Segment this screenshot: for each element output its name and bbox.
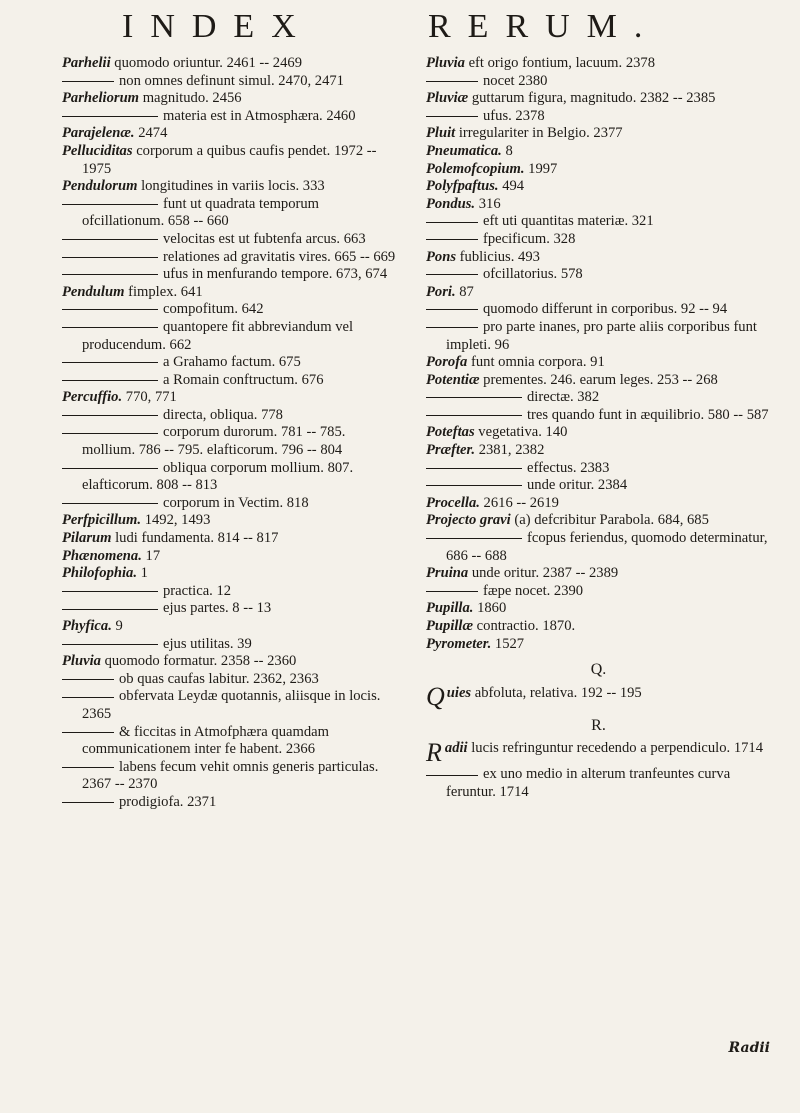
index-entry xyxy=(426,389,771,407)
index-entry xyxy=(62,354,402,372)
index-entry xyxy=(426,477,771,495)
index-entry xyxy=(426,583,771,601)
entry-text: a Grahamo factum. 675 xyxy=(163,354,301,371)
dash-rule xyxy=(426,415,522,416)
entry-text: 2381, 2382 xyxy=(475,442,545,459)
index-entry xyxy=(426,354,771,372)
index-entry xyxy=(62,424,402,459)
index-entry xyxy=(62,319,402,354)
dash-rule xyxy=(426,222,478,223)
dash-rule xyxy=(426,775,478,776)
entry-term: Parhelii xyxy=(62,55,111,71)
index-entry xyxy=(62,55,402,73)
entry-text: corporum in Vectim. 818 xyxy=(163,494,309,511)
index-entry xyxy=(62,653,402,671)
entry-term: Projecto gravi xyxy=(426,512,511,529)
dash-rule xyxy=(62,644,158,645)
index-entry xyxy=(426,125,771,143)
entry-text: pro parte inanes, pro parte aliis corporibus funt impleti. 96 xyxy=(446,318,757,353)
entry-text: fimplex. 641 xyxy=(124,283,203,300)
entry-text: ufus in menfurando tempore. 673, 674 xyxy=(163,266,388,283)
entry-text: ex uno medio in alterum tranfeuntes curva feruntur. 1714 xyxy=(446,766,731,800)
dash-rule xyxy=(62,309,158,310)
index-entry xyxy=(62,759,402,794)
entry-text: compofitum. 642 xyxy=(163,301,264,318)
dash-rule xyxy=(426,468,522,469)
entry-term: Præfter. xyxy=(426,442,476,459)
header-index: INDEX xyxy=(122,8,313,45)
index-entry xyxy=(62,565,402,583)
entry-quies xyxy=(426,681,771,711)
index-entry xyxy=(426,618,771,636)
entry-radii-sub xyxy=(426,766,771,801)
catchword: Radii xyxy=(728,1040,770,1056)
entry-text: guttarum figura, magnitudo. 2382 -- 2385 xyxy=(468,90,716,107)
entry-term: Pendulum xyxy=(62,283,125,300)
index-entry xyxy=(426,319,771,354)
dash-rule xyxy=(426,116,478,117)
entry-radii xyxy=(426,738,771,768)
index-entry xyxy=(62,249,402,267)
entry-term: Pneumatica. xyxy=(426,142,502,159)
entry-term: Poteftas xyxy=(426,424,475,441)
entry-term: Procella. xyxy=(426,494,480,511)
entry-text: ejus partes. 8 -- 13 xyxy=(163,600,272,617)
dash-rule xyxy=(426,239,478,240)
entry-text: materia est in Atmosphæra. 2460 xyxy=(163,107,356,124)
entry-term: Perfpicillum. xyxy=(62,512,142,529)
entry-term: Pupillæ xyxy=(426,618,474,634)
index-entry xyxy=(426,284,771,302)
index-entry xyxy=(426,266,771,284)
index-entry xyxy=(62,108,402,126)
index-entry xyxy=(426,407,771,425)
dash-rule xyxy=(426,309,478,310)
section-letter-r: R. xyxy=(591,716,606,734)
entry-text: quantopere fit abbreviandum vel producendum. 662 xyxy=(82,318,354,353)
entry-text: ejus utilitas. 39 xyxy=(163,635,252,652)
entry-text: 1860 xyxy=(473,600,507,617)
entry-text: obfervata Leydæ quotannis, aliisque in locis. 2365 xyxy=(82,688,381,722)
entry-term: Porofa xyxy=(426,354,468,371)
entry-text: fæpe nocet. 2390 xyxy=(483,582,584,599)
entry-text: unde oritur. 2387 -- 2389 xyxy=(468,565,619,582)
index-entry xyxy=(62,548,402,566)
index-entry xyxy=(426,512,771,530)
entry-term: Pori. xyxy=(426,283,456,300)
entry-text: 1492, 1493 xyxy=(141,512,211,529)
entry-term: Parheliorum xyxy=(62,90,140,107)
dash-rule xyxy=(62,609,158,610)
index-entry xyxy=(62,688,402,723)
index-entry xyxy=(62,460,402,495)
dash-rule xyxy=(62,204,158,205)
entry-term: Percuffio. xyxy=(62,389,123,406)
dash-rule xyxy=(62,591,158,592)
dash-rule xyxy=(62,362,158,363)
index-entry xyxy=(426,565,771,583)
index-entry xyxy=(62,512,402,530)
entry-text: a Romain conftructum. 676 xyxy=(163,371,324,388)
index-entry xyxy=(426,55,771,73)
index-entry xyxy=(62,389,402,407)
index-entry xyxy=(426,600,771,618)
entry-text: 2474 xyxy=(134,125,168,142)
dash-rule xyxy=(62,327,158,328)
entry-text: 87 xyxy=(455,283,474,300)
entry-text: irregulariter in Belgio. 2377 xyxy=(455,125,623,142)
dash-rule xyxy=(62,732,114,733)
entry-term: Phyfica. xyxy=(62,618,112,634)
entry-text: tres quando funt in æquilibrio. 580 -- 587 xyxy=(527,406,769,423)
index-entry xyxy=(426,636,771,654)
right-entries xyxy=(426,55,771,653)
index-entry xyxy=(426,372,771,390)
dash-rule xyxy=(426,591,478,592)
entry-text: 1997 xyxy=(524,160,558,177)
entry-text: velocitas est ut fubtenfa arcus. 663 xyxy=(163,230,366,247)
entry-text: 1 xyxy=(137,565,148,582)
entry-text: relationes ad gravitatis vires. 665 -- 669 xyxy=(163,248,396,265)
entry-text: unde oritur. 2384 xyxy=(527,477,628,494)
entry-text: practica. 12 xyxy=(163,582,232,599)
index-entry xyxy=(62,125,402,143)
entry-text: (a) defcribitur Parabola. 684, 685 xyxy=(510,512,709,529)
index-entry xyxy=(62,530,402,548)
right-column xyxy=(426,55,771,802)
dash-rule xyxy=(426,485,522,486)
dash-rule xyxy=(62,380,158,381)
entry-text: quomodo oriuntur. 2461 -- 2469 xyxy=(110,55,302,71)
entry-text: 2616 -- 2619 xyxy=(479,494,559,511)
entry-term: Parajelenæ. xyxy=(62,125,135,142)
entry-text: prodigiofa. 2371 xyxy=(119,793,217,810)
entry-term: Pons xyxy=(426,248,457,265)
entry-text: eft origo fontium, lacuum. 2378 xyxy=(464,55,656,71)
index-entry xyxy=(62,90,402,108)
entry-term: Pruina xyxy=(426,565,469,582)
index-entry xyxy=(62,724,402,759)
entry-text: longitudines in variis locis. 333 xyxy=(137,178,325,195)
entry-text: ofcillatorius. 578 xyxy=(483,266,583,283)
drop-initial-r: R xyxy=(426,738,442,768)
dash-rule xyxy=(62,274,158,275)
dash-rule xyxy=(62,239,158,240)
dash-rule xyxy=(62,767,114,768)
entry-text: 1527 xyxy=(491,635,525,652)
index-entry xyxy=(62,600,402,618)
index-entry xyxy=(426,231,771,249)
header-rerum: RERUM. xyxy=(428,8,660,45)
entry-text: eft uti quantitas materiæ. 321 xyxy=(483,213,654,230)
entry-text: corporum durorum. 781 -- 785. mollium. 786 -- 795. elafticorum. 796 -- 804 xyxy=(82,424,346,459)
entry-text: prementes. 246. earum leges. 253 -- 268 xyxy=(479,371,718,388)
entry-text: nocet 2380 xyxy=(483,72,548,89)
entry-text: 770, 771 xyxy=(122,389,177,406)
entry-term: Pluviæ xyxy=(426,90,469,107)
dash-rule xyxy=(62,433,158,434)
index-entry xyxy=(426,495,771,513)
index-entry xyxy=(426,301,771,319)
index-entry xyxy=(426,442,771,460)
index-entry xyxy=(62,196,402,231)
section-letter-q: Q. xyxy=(590,661,607,679)
dash-rule xyxy=(426,397,522,398)
entry-term: Pluit xyxy=(426,125,456,142)
entry-text: abfoluta, relativa. 192 -- 195 xyxy=(471,684,642,701)
dash-rule xyxy=(426,274,478,275)
index-entry xyxy=(62,495,402,513)
entry-text: 9 xyxy=(111,618,123,634)
index-entry xyxy=(62,636,402,654)
dash-rule xyxy=(62,468,158,469)
entry-term: Pilarum xyxy=(62,530,112,547)
entry-term: Potentiæ xyxy=(426,371,480,388)
entry-term: Phænomena. xyxy=(62,547,142,564)
index-entry xyxy=(426,249,771,267)
entry-term: adii xyxy=(444,740,468,757)
index-entry xyxy=(426,108,771,126)
index-entry xyxy=(426,161,771,179)
entry-text: ob quas caufas labitur. 2362, 2363 xyxy=(119,670,319,687)
entry-text: fpecificum. 328 xyxy=(483,230,576,247)
entry-text: ludi fundamenta. 814 -- 817 xyxy=(111,530,279,547)
index-entry xyxy=(62,178,402,196)
dash-rule xyxy=(62,802,114,803)
dash-rule xyxy=(62,697,114,698)
index-entry xyxy=(62,794,402,812)
index-entry xyxy=(62,143,402,178)
entry-text: funt omnia corpora. 91 xyxy=(467,354,605,371)
index-entry xyxy=(426,530,771,565)
dash-rule xyxy=(62,415,158,416)
index-entry xyxy=(426,178,771,196)
dash-rule xyxy=(426,81,478,82)
entry-text: fcopus feriendus, quomodo determinatur, 686 -- 688 xyxy=(446,530,768,564)
entry-text: vegetativa. 140 xyxy=(474,424,568,441)
index-entry xyxy=(426,90,771,108)
entry-text: quomodo formatur. 2358 -- 2360 xyxy=(100,653,297,670)
entry-text: non omnes definunt simul. 2470, 2471 xyxy=(119,72,344,89)
entry-text: 316 xyxy=(475,195,501,212)
index-entry xyxy=(62,231,402,249)
entry-term: Pluvia xyxy=(62,653,101,670)
index-entry xyxy=(62,407,402,425)
dash-rule xyxy=(62,679,114,680)
entry-term: Pondus. xyxy=(426,195,476,212)
index-entry xyxy=(62,372,402,390)
entry-text: lucis refringuntur recedendo a perpendiculo. 1714 xyxy=(467,740,764,757)
index-entry xyxy=(426,424,771,442)
dash-rule xyxy=(62,81,114,82)
dash-rule xyxy=(62,116,158,117)
index-entry xyxy=(62,618,402,636)
index-entry xyxy=(62,284,402,302)
entry-text: obliqua corporum mollium. 807. elafticorum. 808 -- 813 xyxy=(82,459,354,494)
entry-text: directæ. 382 xyxy=(527,389,600,406)
index-entry xyxy=(62,583,402,601)
drop-initial-q: Q xyxy=(426,681,445,711)
left-column xyxy=(62,55,402,812)
entry-term: Polyfpaftus. xyxy=(426,178,499,195)
entry-text: & ficcitas in Atmofphæra quamdam communicationem inter fe habent. 2366 xyxy=(82,723,329,758)
entry-text: contractio. 1870. xyxy=(473,618,576,634)
index-entry xyxy=(426,213,771,231)
entry-term: Pupilla. xyxy=(426,600,474,617)
entry-text: fublicius. 493 xyxy=(456,248,540,265)
entry-term: Pendulorum xyxy=(62,178,138,195)
index-entry xyxy=(62,73,402,91)
dash-rule xyxy=(426,538,522,539)
index-entry xyxy=(426,196,771,214)
entry-term: uies xyxy=(446,684,472,701)
entry-text: ufus. 2378 xyxy=(483,107,545,124)
entry-text: quomodo differunt in corporibus. 92 -- 94 xyxy=(483,301,728,318)
index-entry xyxy=(426,143,771,161)
entry-term: Pyrometer. xyxy=(426,635,492,652)
entry-text: labens fecum vehit omnis generis particulas. 2367 -- 2370 xyxy=(82,758,379,793)
index-entry xyxy=(62,301,402,319)
entry-term: Philofophia. xyxy=(62,565,138,582)
index-entry xyxy=(426,73,771,91)
entry-term: Polemofcopium. xyxy=(426,160,525,177)
entry-term: Pelluciditas xyxy=(62,142,133,159)
entry-text: effectus. 2383 xyxy=(527,459,610,476)
dash-rule xyxy=(62,503,158,504)
index-entry xyxy=(426,460,771,478)
index-entry xyxy=(62,266,402,284)
entry-text: corporum a quibus caufis pendet. 1972 -- 1975 xyxy=(82,142,377,177)
entry-text: 494 xyxy=(498,178,525,195)
index-entry xyxy=(62,671,402,689)
dash-rule xyxy=(62,257,158,258)
entry-text: directa, obliqua. 778 xyxy=(163,406,283,423)
entry-text: funt ut quadrata temporum ofcillationum. 658 -- 660 xyxy=(82,195,320,230)
entry-text: magnitudo. 2456 xyxy=(139,90,242,107)
dash-rule xyxy=(426,327,478,328)
entry-text: 17 xyxy=(141,547,161,564)
entry-term: Pluvia xyxy=(426,55,465,71)
entry-text: 8 xyxy=(501,142,513,159)
page-header xyxy=(0,8,800,52)
